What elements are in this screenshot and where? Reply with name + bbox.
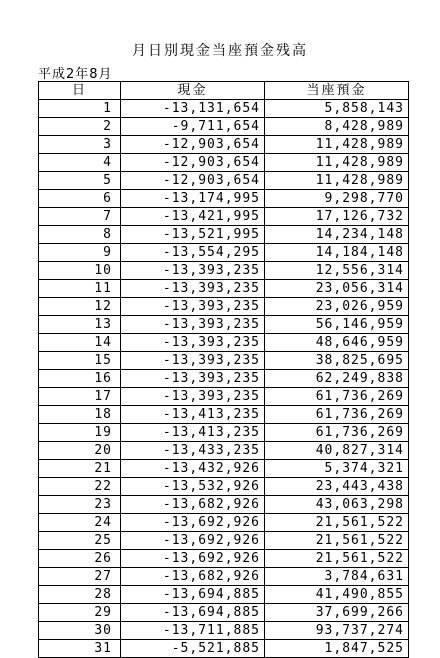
table-row xyxy=(39,208,409,226)
column-header-day: 日 xyxy=(39,82,121,100)
cash-cell: -13,532,926 xyxy=(121,478,265,496)
cash-cell: -13,393,235 xyxy=(121,388,265,406)
deposit-cell: 93,737,274 xyxy=(265,622,409,640)
page-title: 月日別現金当座預金残高 xyxy=(132,43,308,59)
table-row xyxy=(39,424,409,442)
day-cell: 22 xyxy=(39,478,121,496)
day-cell: 3 xyxy=(39,136,121,154)
deposit-cell: 5,858,143 xyxy=(265,100,409,118)
table-row xyxy=(39,550,409,568)
day-cell: 31 xyxy=(39,640,121,658)
cash-cell: -13,433,235 xyxy=(121,442,265,460)
table-row xyxy=(39,262,409,280)
day-cell: 21 xyxy=(39,460,121,478)
cash-cell: -12,903,654 xyxy=(121,172,265,190)
table-row xyxy=(39,604,409,622)
table-row xyxy=(39,190,409,208)
table-row xyxy=(39,316,409,334)
table-row xyxy=(39,568,409,586)
deposit-cell: 11,428,989 xyxy=(265,154,409,172)
deposit-cell: 43,063,298 xyxy=(265,496,409,514)
cash-cell: -13,521,995 xyxy=(121,226,265,244)
cash-cell: -12,903,654 xyxy=(121,136,265,154)
deposit-cell: 61,736,269 xyxy=(265,388,409,406)
table-row xyxy=(39,352,409,370)
column-header-deposit: 当座預金 xyxy=(265,82,409,100)
deposit-cell: 21,561,522 xyxy=(265,550,409,568)
deposit-cell: 48,646,959 xyxy=(265,334,409,352)
table-row xyxy=(39,172,409,190)
deposit-cell: 23,443,438 xyxy=(265,478,409,496)
table-row xyxy=(39,586,409,604)
table-row xyxy=(39,226,409,244)
cash-cell: -13,554,295 xyxy=(121,244,265,262)
table-row xyxy=(39,460,409,478)
column-header-cash: 現金 xyxy=(121,82,265,100)
deposit-cell: 21,561,522 xyxy=(265,532,409,550)
cash-cell: -13,711,885 xyxy=(121,622,265,640)
day-cell: 11 xyxy=(39,280,121,298)
day-cell: 8 xyxy=(39,226,121,244)
day-cell: 19 xyxy=(39,424,121,442)
day-cell: 6 xyxy=(39,190,121,208)
day-cell: 17 xyxy=(39,388,121,406)
deposit-cell: 12,556,314 xyxy=(265,262,409,280)
day-cell: 26 xyxy=(39,550,121,568)
day-cell: 10 xyxy=(39,262,121,280)
day-cell: 23 xyxy=(39,496,121,514)
day-cell: 30 xyxy=(39,622,121,640)
table-header-row xyxy=(39,82,409,100)
cash-cell: -13,432,926 xyxy=(121,460,265,478)
cash-cell: -13,692,926 xyxy=(121,532,265,550)
cash-cell: -13,692,926 xyxy=(121,514,265,532)
cash-cell: -13,393,235 xyxy=(121,352,265,370)
table-row xyxy=(39,100,409,118)
cash-cell: -13,393,235 xyxy=(121,280,265,298)
table-row xyxy=(39,442,409,460)
deposit-cell: 14,184,148 xyxy=(265,244,409,262)
table-row xyxy=(39,478,409,496)
deposit-cell: 1,847,525 xyxy=(265,640,409,658)
cash-cell: -13,682,926 xyxy=(121,496,265,514)
day-cell: 13 xyxy=(39,316,121,334)
table-row xyxy=(39,496,409,514)
table-row xyxy=(39,532,409,550)
day-cell: 28 xyxy=(39,586,121,604)
deposit-cell: 8,428,989 xyxy=(265,118,409,136)
table-row xyxy=(39,118,409,136)
cash-cell: -9,711,654 xyxy=(121,118,265,136)
deposit-cell: 61,736,269 xyxy=(265,406,409,424)
deposit-cell: 38,825,695 xyxy=(265,352,409,370)
deposit-cell: 61,736,269 xyxy=(265,424,409,442)
table-row xyxy=(39,244,409,262)
table-row xyxy=(39,388,409,406)
day-cell: 16 xyxy=(39,370,121,388)
day-cell: 7 xyxy=(39,208,121,226)
cash-cell: -5,521,885 xyxy=(121,640,265,658)
day-cell: 18 xyxy=(39,406,121,424)
day-cell: 20 xyxy=(39,442,121,460)
table-row xyxy=(39,280,409,298)
cash-cell: -12,903,654 xyxy=(121,154,265,172)
deposit-cell: 37,699,266 xyxy=(265,604,409,622)
table-row xyxy=(39,622,409,640)
deposit-cell: 23,056,314 xyxy=(265,280,409,298)
deposit-cell: 40,827,314 xyxy=(265,442,409,460)
cash-cell: -13,682,926 xyxy=(121,568,265,586)
period-label: 平成2年8月 xyxy=(38,67,113,82)
day-cell: 1 xyxy=(39,100,121,118)
deposit-cell: 56,146,959 xyxy=(265,316,409,334)
table-body xyxy=(39,100,409,658)
cash-cell: -13,694,885 xyxy=(121,604,265,622)
cash-cell: -13,692,926 xyxy=(121,550,265,568)
day-cell: 4 xyxy=(39,154,121,172)
deposit-cell: 11,428,989 xyxy=(265,172,409,190)
table-row xyxy=(39,370,409,388)
cash-cell: -13,393,235 xyxy=(121,316,265,334)
day-cell: 24 xyxy=(39,514,121,532)
cash-cell: -13,393,235 xyxy=(121,262,265,280)
cash-cell: -13,174,995 xyxy=(121,190,265,208)
table-row xyxy=(39,136,409,154)
table-row xyxy=(39,514,409,532)
cash-cell: -13,131,654 xyxy=(121,100,265,118)
deposit-cell: 23,026,959 xyxy=(265,298,409,316)
deposit-cell: 21,561,522 xyxy=(265,514,409,532)
deposit-cell: 9,298,770 xyxy=(265,190,409,208)
cash-cell: -13,421,995 xyxy=(121,208,265,226)
table-row xyxy=(39,640,409,658)
day-cell: 14 xyxy=(39,334,121,352)
cash-cell: -13,694,885 xyxy=(121,586,265,604)
deposit-cell: 17,126,732 xyxy=(265,208,409,226)
cash-cell: -13,413,235 xyxy=(121,424,265,442)
cash-cell: -13,393,235 xyxy=(121,298,265,316)
balance-table xyxy=(38,81,409,658)
cash-cell: -13,413,235 xyxy=(121,406,265,424)
deposit-cell: 14,234,148 xyxy=(265,226,409,244)
day-cell: 27 xyxy=(39,568,121,586)
deposit-cell: 62,249,838 xyxy=(265,370,409,388)
deposit-cell: 41,490,855 xyxy=(265,586,409,604)
cash-cell: -13,393,235 xyxy=(121,334,265,352)
day-cell: 15 xyxy=(39,352,121,370)
day-cell: 12 xyxy=(39,298,121,316)
table-row xyxy=(39,406,409,424)
day-cell: 25 xyxy=(39,532,121,550)
day-cell: 9 xyxy=(39,244,121,262)
deposit-cell: 3,784,631 xyxy=(265,568,409,586)
day-cell: 29 xyxy=(39,604,121,622)
table-row xyxy=(39,298,409,316)
day-cell: 5 xyxy=(39,172,121,190)
deposit-cell: 11,428,989 xyxy=(265,136,409,154)
table-row xyxy=(39,154,409,172)
day-cell: 2 xyxy=(39,118,121,136)
table-row xyxy=(39,334,409,352)
deposit-cell: 5,374,321 xyxy=(265,460,409,478)
cash-cell: -13,393,235 xyxy=(121,370,265,388)
